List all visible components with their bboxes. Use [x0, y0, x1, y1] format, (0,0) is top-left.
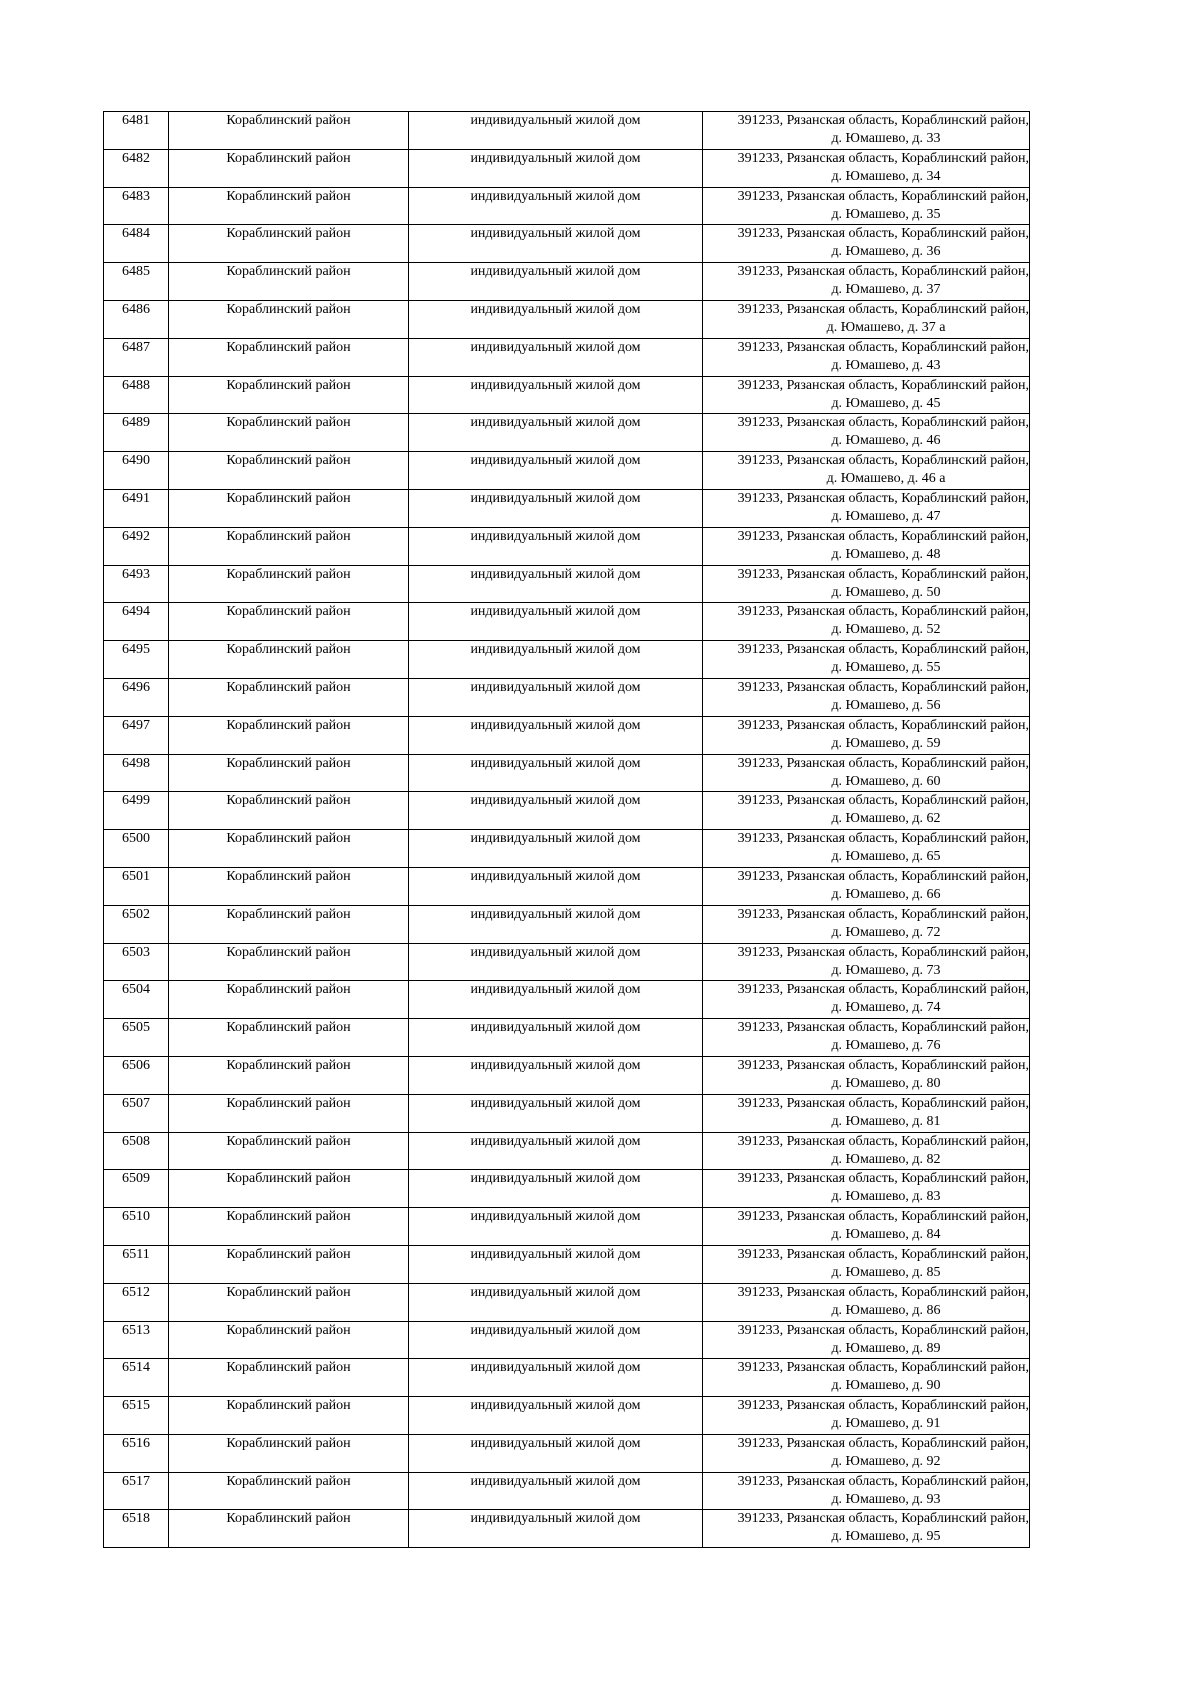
table-row: [104, 1472, 1030, 1510]
address-line-2: д. Юмашево, д. 48: [831, 546, 941, 562]
district-cell: Кораблинский район: [169, 1094, 409, 1132]
table-row: [104, 1245, 1030, 1283]
address-cell: [703, 1472, 1030, 1510]
address-line-1: 391233, Рязанская область, Кораблинский район,: [737, 1511, 1029, 1527]
building-type-cell: индивидуальный жилой дом: [409, 716, 703, 754]
district-cell: Кораблинский район: [169, 754, 409, 792]
row-number-cell: 6491: [104, 489, 169, 527]
table-row: [104, 678, 1030, 716]
building-type-cell: индивидуальный жилой дом: [409, 943, 703, 981]
district-cell: Кораблинский район: [169, 338, 409, 376]
address-cell: [703, 489, 1030, 527]
district-cell: Кораблинский район: [169, 905, 409, 943]
row-number-cell: 6504: [104, 981, 169, 1019]
row-number-cell: 6481: [104, 112, 169, 150]
district-cell: Кораблинский район: [169, 1132, 409, 1170]
address-cell: [703, 1245, 1030, 1283]
address-line-1: 391233, Рязанская область, Кораблинский район,: [737, 1360, 1029, 1376]
address-line-1: 391233, Рязанская область, Кораблинский район,: [737, 1057, 1029, 1073]
district-cell: Кораблинский район: [169, 1510, 409, 1548]
district-cell: Кораблинский район: [169, 414, 409, 452]
address-line-1: 391233, Рязанская область, Кораблинский район,: [737, 831, 1029, 847]
address-line-1: 391233, Рязанская область, Кораблинский район,: [737, 944, 1029, 960]
row-number-cell: 6489: [104, 414, 169, 452]
row-number-cell: 6506: [104, 1056, 169, 1094]
address-cell: [703, 187, 1030, 225]
address-line-2: д. Юмашево, д. 55: [831, 660, 941, 676]
housing-registry-table: [103, 111, 1030, 1548]
address-cell: [703, 1208, 1030, 1246]
address-cell: [703, 641, 1030, 679]
address-line-2: д. Юмашево, д. 73: [831, 962, 941, 978]
address-cell: [703, 905, 1030, 943]
address-cell: [703, 376, 1030, 414]
address-cell: [703, 1170, 1030, 1208]
building-type-cell: индивидуальный жилой дом: [409, 1434, 703, 1472]
address-line-2: д. Юмашево, д. 34: [831, 168, 941, 184]
table-row: [104, 1283, 1030, 1321]
district-cell: Кораблинский район: [169, 1397, 409, 1435]
address-line-2: д. Юмашево, д. 86: [831, 1302, 941, 1318]
address-line-2: д. Юмашево, д. 52: [831, 622, 941, 638]
address-line-1: 391233, Рязанская область, Кораблинский район,: [737, 868, 1029, 884]
address-line-1: 391233, Рязанская область, Кораблинский район,: [737, 642, 1029, 658]
building-type-cell: индивидуальный жилой дом: [409, 187, 703, 225]
district-cell: Кораблинский район: [169, 603, 409, 641]
table-row: [104, 452, 1030, 490]
address-cell: [703, 1397, 1030, 1435]
table-row: [104, 225, 1030, 263]
address-line-2: д. Юмашево, д. 84: [831, 1227, 941, 1243]
address-line-1: 391233, Рязанская область, Кораблинский район,: [737, 1020, 1029, 1036]
table-row: [104, 792, 1030, 830]
table-row: [104, 1056, 1030, 1094]
row-number-cell: 6488: [104, 376, 169, 414]
row-number-cell: 6495: [104, 641, 169, 679]
row-number-cell: 6496: [104, 678, 169, 716]
row-number-cell: 6501: [104, 867, 169, 905]
address-line-1: 391233, Рязанская область, Кораблинский район,: [737, 1398, 1029, 1414]
building-type-cell: индивидуальный жилой дом: [409, 792, 703, 830]
address-line-1: 391233, Рязанская область, Кораблинский район,: [737, 1435, 1029, 1451]
building-type-cell: индивидуальный жилой дом: [409, 1359, 703, 1397]
table-row: [104, 376, 1030, 414]
district-cell: Кораблинский район: [169, 187, 409, 225]
district-cell: Кораблинский район: [169, 867, 409, 905]
district-cell: Кораблинский район: [169, 716, 409, 754]
district-cell: Кораблинский район: [169, 830, 409, 868]
address-line-2: д. Юмашево, д. 37 а: [826, 319, 946, 335]
address-line-2: д. Юмашево, д. 59: [831, 735, 941, 751]
address-line-1: 391233, Рязанская область, Кораблинский район,: [737, 566, 1029, 582]
table-row: [104, 149, 1030, 187]
address-line-2: д. Юмашево, д. 46: [831, 433, 941, 449]
building-type-cell: индивидуальный жилой дом: [409, 263, 703, 301]
table-row: [104, 565, 1030, 603]
address-line-2: д. Юмашево, д. 80: [831, 1075, 941, 1091]
district-cell: Кораблинский район: [169, 527, 409, 565]
district-cell: Кораблинский район: [169, 149, 409, 187]
address-cell: [703, 338, 1030, 376]
address-cell: [703, 300, 1030, 338]
row-number-cell: 6492: [104, 527, 169, 565]
address-cell: [703, 565, 1030, 603]
address-line-1: 391233, Рязанская область, Кораблинский район,: [737, 301, 1029, 317]
row-number-cell: 6502: [104, 905, 169, 943]
building-type-cell: индивидуальный жилой дом: [409, 527, 703, 565]
row-number-cell: 6490: [104, 452, 169, 490]
address-line-2: д. Юмашево, д. 45: [831, 395, 941, 411]
address-cell: [703, 1283, 1030, 1321]
table-row: [104, 1397, 1030, 1435]
address-line-1: 391233, Рязанская область, Кораблинский район,: [737, 490, 1029, 506]
address-cell: [703, 792, 1030, 830]
row-number-cell: 6500: [104, 830, 169, 868]
address-line-1: 391233, Рязанская область, Кораблинский район,: [737, 339, 1029, 355]
table-row: [104, 414, 1030, 452]
row-number-cell: 6508: [104, 1132, 169, 1170]
address-cell: [703, 263, 1030, 301]
table-row: [104, 1170, 1030, 1208]
building-type-cell: индивидуальный жилой дом: [409, 338, 703, 376]
district-cell: Кораблинский район: [169, 1056, 409, 1094]
building-type-cell: индивидуальный жилой дом: [409, 1283, 703, 1321]
building-type-cell: индивидуальный жилой дом: [409, 300, 703, 338]
address-line-2: д. Юмашево, д. 62: [831, 811, 941, 827]
row-number-cell: 6485: [104, 263, 169, 301]
district-cell: Кораблинский район: [169, 641, 409, 679]
table-row: [104, 716, 1030, 754]
row-number-cell: 6482: [104, 149, 169, 187]
building-type-cell: индивидуальный жилой дом: [409, 149, 703, 187]
address-cell: [703, 867, 1030, 905]
address-line-2: д. Юмашево, д. 92: [831, 1453, 941, 1469]
address-cell: [703, 678, 1030, 716]
table-row: [104, 187, 1030, 225]
address-cell: [703, 1321, 1030, 1359]
address-line-1: 391233, Рязанская область, Кораблинский район,: [737, 453, 1029, 469]
row-number-cell: 6518: [104, 1510, 169, 1548]
address-line-2: д. Юмашево, д. 46 а: [826, 471, 946, 487]
row-number-cell: 6484: [104, 225, 169, 263]
building-type-cell: индивидуальный жилой дом: [409, 1510, 703, 1548]
row-number-cell: 6498: [104, 754, 169, 792]
row-number-cell: 6510: [104, 1208, 169, 1246]
district-cell: Кораблинский район: [169, 678, 409, 716]
district-cell: Кораблинский район: [169, 1170, 409, 1208]
address-cell: [703, 716, 1030, 754]
address-line-2: д. Юмашево, д. 56: [831, 697, 941, 713]
row-number-cell: 6494: [104, 603, 169, 641]
table-row: [104, 489, 1030, 527]
table-row: [104, 830, 1030, 868]
building-type-cell: индивидуальный жилой дом: [409, 603, 703, 641]
building-type-cell: индивидуальный жилой дом: [409, 489, 703, 527]
building-type-cell: индивидуальный жилой дом: [409, 905, 703, 943]
building-type-cell: индивидуальный жилой дом: [409, 1019, 703, 1057]
address-line-2: д. Юмашево, д. 37: [831, 282, 941, 298]
address-line-2: д. Юмашево, д. 65: [831, 849, 941, 865]
table-row: [104, 1019, 1030, 1057]
building-type-cell: индивидуальный жилой дом: [409, 1208, 703, 1246]
address-line-1: 391233, Рязанская область, Кораблинский район,: [737, 226, 1029, 242]
address-line-1: 391233, Рязанская область, Кораблинский район,: [737, 755, 1029, 771]
row-number-cell: 6499: [104, 792, 169, 830]
table-row: [104, 943, 1030, 981]
address-line-2: д. Юмашево, д. 60: [831, 773, 941, 789]
building-type-cell: индивидуальный жилой дом: [409, 452, 703, 490]
address-line-2: д. Юмашево, д. 82: [831, 1151, 941, 1167]
address-cell: [703, 1434, 1030, 1472]
table-row: [104, 300, 1030, 338]
address-line-1: 391233, Рязанская область, Кораблинский район,: [737, 528, 1029, 544]
table-row: [104, 603, 1030, 641]
row-number-cell: 6497: [104, 716, 169, 754]
building-type-cell: индивидуальный жилой дом: [409, 1245, 703, 1283]
building-type-cell: индивидуальный жилой дом: [409, 1472, 703, 1510]
district-cell: Кораблинский район: [169, 225, 409, 263]
table-row: [104, 1208, 1030, 1246]
address-line-2: д. Юмашево, д. 50: [831, 584, 941, 600]
address-cell: [703, 452, 1030, 490]
district-cell: Кораблинский район: [169, 489, 409, 527]
row-number-cell: 6505: [104, 1019, 169, 1057]
district-cell: Кораблинский район: [169, 263, 409, 301]
address-cell: [703, 1510, 1030, 1548]
table-row: [104, 1094, 1030, 1132]
address-cell: [703, 112, 1030, 150]
address-line-1: 391233, Рязанская область, Кораблинский район,: [737, 906, 1029, 922]
row-number-cell: 6493: [104, 565, 169, 603]
address-cell: [703, 1359, 1030, 1397]
table-row: [104, 905, 1030, 943]
row-number-cell: 6487: [104, 338, 169, 376]
building-type-cell: индивидуальный жилой дом: [409, 1056, 703, 1094]
building-type-cell: индивидуальный жилой дом: [409, 112, 703, 150]
address-line-2: д. Юмашево, д. 81: [831, 1113, 941, 1129]
address-cell: [703, 603, 1030, 641]
district-cell: Кораблинский район: [169, 565, 409, 603]
building-type-cell: индивидуальный жилой дом: [409, 1094, 703, 1132]
building-type-cell: индивидуальный жилой дом: [409, 830, 703, 868]
address-line-2: д. Юмашево, д. 72: [831, 924, 941, 940]
district-cell: Кораблинский район: [169, 112, 409, 150]
district-cell: Кораблинский район: [169, 1472, 409, 1510]
table-row: [104, 112, 1030, 150]
address-line-2: д. Юмашево, д. 74: [831, 1000, 941, 1016]
address-cell: [703, 943, 1030, 981]
table-row: [104, 338, 1030, 376]
table-row: [104, 527, 1030, 565]
row-number-cell: 6514: [104, 1359, 169, 1397]
district-cell: Кораблинский район: [169, 1434, 409, 1472]
building-type-cell: индивидуальный жилой дом: [409, 225, 703, 263]
building-type-cell: индивидуальный жилой дом: [409, 376, 703, 414]
address-line-1: 391233, Рязанская область, Кораблинский район,: [737, 1209, 1029, 1225]
district-cell: Кораблинский район: [169, 1359, 409, 1397]
address-line-2: д. Юмашево, д. 66: [831, 886, 941, 902]
building-type-cell: индивидуальный жилой дом: [409, 1170, 703, 1208]
address-line-1: 391233, Рязанская область, Кораблинский район,: [737, 1284, 1029, 1300]
table-row: [104, 867, 1030, 905]
table-row: [104, 754, 1030, 792]
address-line-2: д. Юмашево, д. 33: [831, 131, 941, 146]
address-line-1: 391233, Рязанская область, Кораблинский район,: [737, 415, 1029, 431]
district-cell: Кораблинский район: [169, 376, 409, 414]
address-line-2: д. Юмашево, д. 91: [831, 1416, 941, 1432]
address-line-1: 391233, Рязанская область, Кораблинский район,: [737, 150, 1029, 166]
address-line-2: д. Юмашево, д. 36: [831, 244, 941, 260]
district-cell: Кораблинский район: [169, 300, 409, 338]
address-cell: [703, 1132, 1030, 1170]
row-number-cell: 6486: [104, 300, 169, 338]
table-row: [104, 263, 1030, 301]
address-line-2: д. Юмашево, д. 83: [831, 1189, 941, 1205]
building-type-cell: индивидуальный жилой дом: [409, 981, 703, 1019]
address-line-2: д. Юмашево, д. 89: [831, 1340, 941, 1356]
table-row: [104, 1510, 1030, 1548]
row-number-cell: 6503: [104, 943, 169, 981]
address-line-1: 391233, Рязанская область, Кораблинский район,: [737, 1133, 1029, 1149]
address-line-1: 391233, Рязанская область, Кораблинский район,: [737, 1171, 1029, 1187]
address-line-1: 391233, Рязанская область, Кораблинский район,: [737, 679, 1029, 695]
address-line-2: д. Юмашево, д. 85: [831, 1264, 941, 1280]
table-row: [104, 981, 1030, 1019]
row-number-cell: 6509: [104, 1170, 169, 1208]
address-cell: [703, 1094, 1030, 1132]
building-type-cell: индивидуальный жилой дом: [409, 1397, 703, 1435]
address-cell: [703, 225, 1030, 263]
district-cell: Кораблинский район: [169, 1208, 409, 1246]
address-line-1: 391233, Рязанская область, Кораблинский район,: [737, 793, 1029, 809]
row-number-cell: 6513: [104, 1321, 169, 1359]
district-cell: Кораблинский район: [169, 943, 409, 981]
address-line-1: 391233, Рязанская область, Кораблинский район,: [737, 604, 1029, 620]
building-type-cell: индивидуальный жилой дом: [409, 754, 703, 792]
row-number-cell: 6512: [104, 1283, 169, 1321]
address-line-2: д. Юмашево, д. 90: [831, 1378, 941, 1394]
building-type-cell: индивидуальный жилой дом: [409, 867, 703, 905]
address-line-1: 391233, Рязанская область, Кораблинский район,: [737, 377, 1029, 393]
table-body: [104, 112, 1030, 1548]
address-line-1: 391233, Рязанская область, Кораблинский район,: [737, 188, 1029, 204]
address-line-2: д. Юмашево, д. 76: [831, 1038, 941, 1054]
address-line-1: 391233, Рязанская область, Кораблинский район,: [737, 1246, 1029, 1262]
address-cell: [703, 981, 1030, 1019]
district-cell: Кораблинский район: [169, 981, 409, 1019]
address-line-1: 391233, Рязанская область, Кораблинский район,: [737, 1473, 1029, 1489]
address-line-1: 391233, Рязанская область, Кораблинский район,: [737, 982, 1029, 998]
address-line-1: 391233, Рязанская область, Кораблинский район,: [737, 1095, 1029, 1111]
table-row: [104, 641, 1030, 679]
building-type-cell: индивидуальный жилой дом: [409, 565, 703, 603]
address-line-2: д. Юмашево, д. 43: [831, 357, 941, 373]
table-row: [104, 1434, 1030, 1472]
row-number-cell: 6511: [104, 1245, 169, 1283]
address-cell: [703, 1019, 1030, 1057]
building-type-cell: индивидуальный жилой дом: [409, 414, 703, 452]
district-cell: Кораблинский район: [169, 792, 409, 830]
row-number-cell: 6507: [104, 1094, 169, 1132]
address-line-1: 391233, Рязанская область, Кораблинский район,: [737, 1322, 1029, 1338]
address-line-2: д. Юмашево, д. 47: [831, 508, 941, 524]
address-cell: [703, 414, 1030, 452]
address-cell: [703, 830, 1030, 868]
district-cell: Кораблинский район: [169, 1245, 409, 1283]
district-cell: Кораблинский район: [169, 1321, 409, 1359]
address-line-2: д. Юмашево, д. 95: [831, 1529, 941, 1545]
table-row: [104, 1359, 1030, 1397]
row-number-cell: 6483: [104, 187, 169, 225]
row-number-cell: 6516: [104, 1434, 169, 1472]
address-line-1: 391233, Рязанская область, Кораблинский район,: [737, 264, 1029, 280]
district-cell: Кораблинский район: [169, 1283, 409, 1321]
row-number-cell: 6517: [104, 1472, 169, 1510]
address-cell: [703, 149, 1030, 187]
building-type-cell: индивидуальный жилой дом: [409, 678, 703, 716]
table-row: [104, 1132, 1030, 1170]
address-line-2: д. Юмашево, д. 93: [831, 1491, 941, 1507]
district-cell: Кораблинский район: [169, 1019, 409, 1057]
address-line-1: 391233, Рязанская область, Кораблинский район,: [737, 113, 1029, 128]
table-row: [104, 1321, 1030, 1359]
district-cell: Кораблинский район: [169, 452, 409, 490]
address-line-1: 391233, Рязанская область, Кораблинский район,: [737, 717, 1029, 733]
building-type-cell: индивидуальный жилой дом: [409, 1132, 703, 1170]
row-number-cell: 6515: [104, 1397, 169, 1435]
address-cell: [703, 754, 1030, 792]
building-type-cell: индивидуальный жилой дом: [409, 641, 703, 679]
building-type-cell: индивидуальный жилой дом: [409, 1321, 703, 1359]
address-cell: [703, 527, 1030, 565]
address-cell: [703, 1056, 1030, 1094]
address-line-2: д. Юмашево, д. 35: [831, 206, 941, 222]
